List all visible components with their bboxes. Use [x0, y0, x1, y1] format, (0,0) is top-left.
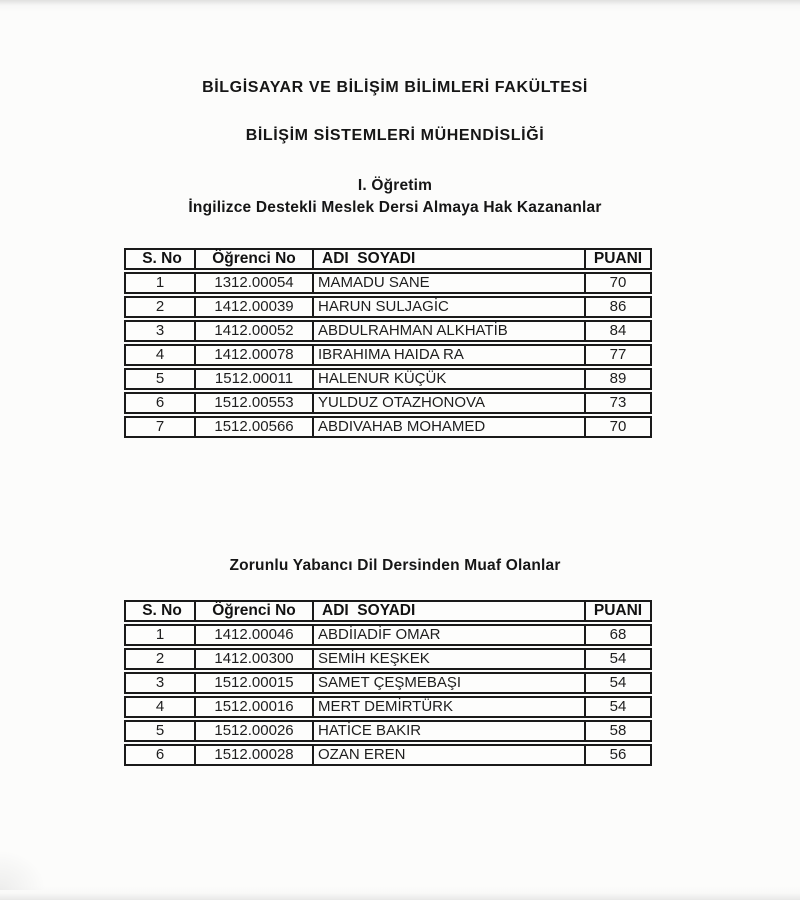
cell-student-no: 1412.00078: [196, 344, 314, 366]
table-row: [124, 368, 652, 390]
column-header-serial-no: S. No: [124, 600, 196, 622]
cell-score: 56: [586, 744, 652, 766]
cell-student-no: 1512.00015: [196, 672, 314, 694]
cell-serial-no: 6: [124, 392, 196, 414]
scan-artifact-bottom: [0, 886, 800, 900]
cell-score: 58: [586, 720, 652, 742]
table-header-row: [124, 600, 652, 622]
cell-student-no: 1512.00028: [196, 744, 314, 766]
cell-serial-no: 1: [124, 272, 196, 294]
cell-serial-no: 1: [124, 624, 196, 646]
education-shift-heading: I. Öğretim: [357, 177, 433, 194]
cell-score: 84: [586, 320, 652, 342]
cell-student-no: 1512.00026: [196, 720, 314, 742]
cell-name-surname: HALENUR KÜÇÜK: [314, 368, 586, 390]
table-row: [124, 720, 652, 742]
table-row: [124, 624, 652, 646]
column-header-name-surname: ADI SOYADI: [314, 248, 586, 270]
table-row: [124, 648, 652, 670]
cell-student-no: 1512.00011: [196, 368, 314, 390]
cell-name-surname: YULDUZ OTAZHONOVA: [314, 392, 586, 414]
column-header-score: PUANI: [586, 248, 652, 270]
faculty-title: BİLGİSAYAR VE BİLİŞİM BİLİMLERİ FAKÜLTESİ: [202, 79, 588, 96]
table-header-row: [124, 248, 652, 270]
cell-name-surname: MERT DEMİRTÜRK: [314, 696, 586, 718]
column-header-score: PUANI: [586, 600, 652, 622]
table-row: [124, 296, 652, 318]
cell-name-surname: HARUN SULJAGİC: [314, 296, 586, 318]
cell-name-surname: ABDULRAHMAN ALKHATİB: [314, 320, 586, 342]
table-row: [124, 416, 652, 438]
cell-serial-no: 3: [124, 320, 196, 342]
cell-student-no: 1412.00052: [196, 320, 314, 342]
table-row: [124, 320, 652, 342]
cell-student-no: 1512.00016: [196, 696, 314, 718]
cell-name-surname: ABDİIADİF OMAR: [314, 624, 586, 646]
cell-student-no: 1512.00566: [196, 416, 314, 438]
cell-score: 54: [586, 672, 652, 694]
cell-name-surname: SEMİH KEŞKEK: [314, 648, 586, 670]
cell-score: 89: [586, 368, 652, 390]
cell-serial-no: 7: [124, 416, 196, 438]
table-row: [124, 672, 652, 694]
column-header-student-no: Öğrenci No: [196, 248, 314, 270]
cell-student-no: 1412.00046: [196, 624, 314, 646]
table-row: [124, 744, 652, 766]
table-row: [124, 344, 652, 366]
cell-score: 70: [586, 272, 652, 294]
cell-score: 68: [586, 624, 652, 646]
cell-student-no: 1412.00300: [196, 648, 314, 670]
scan-artifact-top: [0, 0, 800, 12]
cell-serial-no: 3: [124, 672, 196, 694]
cell-serial-no: 5: [124, 720, 196, 742]
cell-score: 54: [586, 648, 652, 670]
cell-student-no: 1312.00054: [196, 272, 314, 294]
cell-serial-no: 6: [124, 744, 196, 766]
table-row: [124, 392, 652, 414]
cell-serial-no: 2: [124, 296, 196, 318]
table-row: [124, 272, 652, 294]
department-title: BİLİŞİM SİSTEMLERİ MÜHENDİSLİĞİ: [245, 127, 545, 144]
column-header-name-surname: ADI SOYADI: [314, 600, 586, 622]
cell-name-surname: OZAN EREN: [314, 744, 586, 766]
cell-name-surname: MAMADU SANE: [314, 272, 586, 294]
cell-serial-no: 2: [124, 648, 196, 670]
column-header-student-no: Öğrenci No: [196, 600, 314, 622]
cell-score: 54: [586, 696, 652, 718]
exempt-heading: Zorunlu Yabancı Dil Dersinden Muaf Olanlar: [229, 557, 561, 574]
cell-name-surname: SAMET ÇEŞMEBAŞI: [314, 672, 586, 694]
scan-artifact-smudge: [0, 850, 46, 890]
cell-serial-no: 5: [124, 368, 196, 390]
cell-score: 86: [586, 296, 652, 318]
table-row: [124, 696, 652, 718]
english-supported-score-table: [124, 246, 652, 440]
cell-name-surname: IBRAHIMA HAIDA RA: [314, 344, 586, 366]
cell-name-surname: ABDIVAHAB MOHAMED: [314, 416, 586, 438]
exempt-score-table: [124, 598, 652, 768]
cell-score: 70: [586, 416, 652, 438]
cell-score: 77: [586, 344, 652, 366]
cell-name-surname: HATİCE BAKIR: [314, 720, 586, 742]
english-supported-heading: İngilizce Destekli Meslek Dersi Almaya Hak Kazananlar: [188, 199, 602, 216]
cell-serial-no: 4: [124, 344, 196, 366]
cell-score: 73: [586, 392, 652, 414]
cell-student-no: 1512.00553: [196, 392, 314, 414]
cell-student-no: 1412.00039: [196, 296, 314, 318]
cell-serial-no: 4: [124, 696, 196, 718]
column-header-serial-no: S. No: [124, 248, 196, 270]
